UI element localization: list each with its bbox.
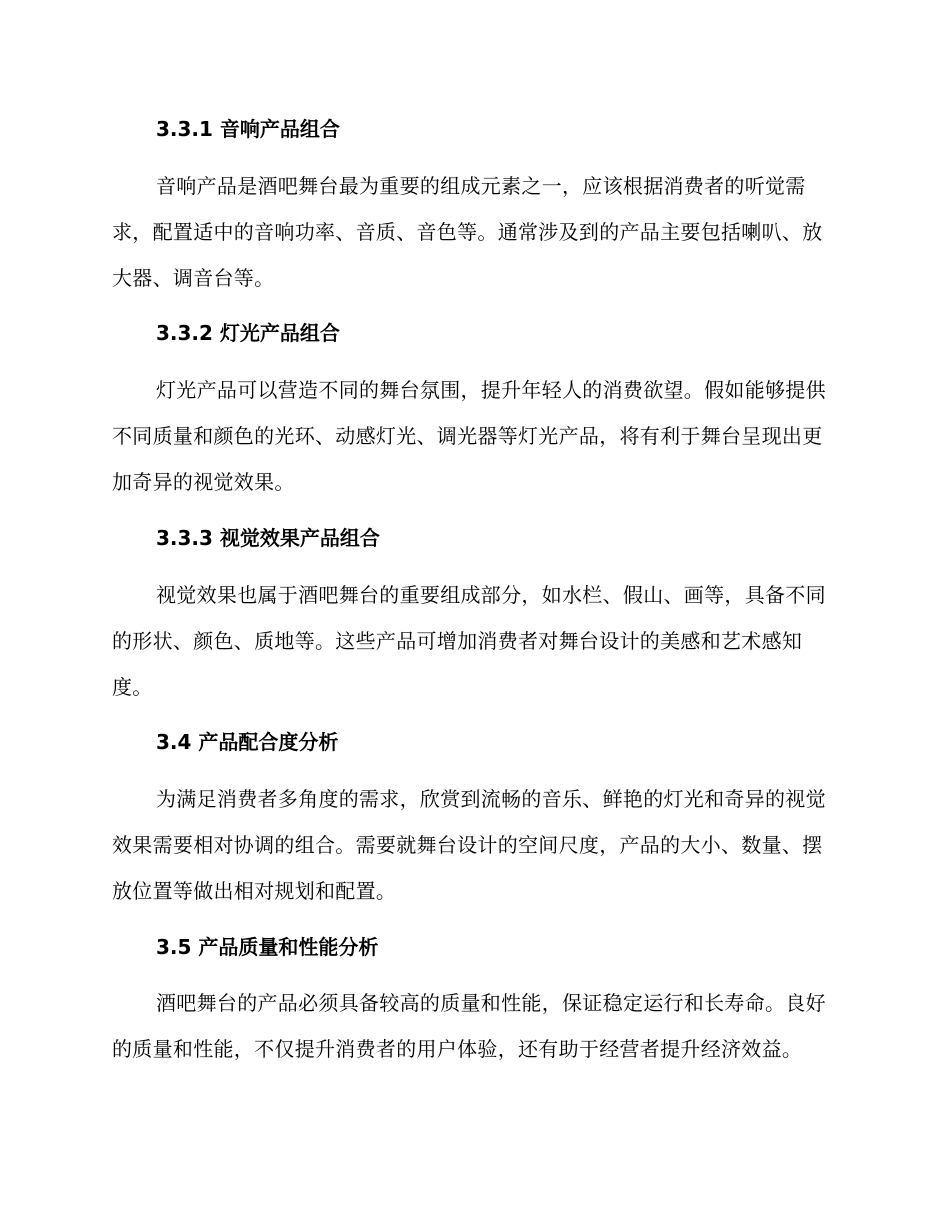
section-body-3-4: 为满足消费者多角度的需求，欣赏到流畅的音乐、鲜艳的灯光和奇异的视觉效果需要相对协调的组合。需要就舞台设计的空间尺度，产品的大小、数量、摆放位置等做出相对规划和配置。 <box>112 787 826 903</box>
section-body-3-3-3: 视觉效果也属于酒吧舞台的重要组成部分，如水栏、假山、画等，具备不同的形状、颜色、质地等。这些产品可增加消费者对舞台设计的美感和艺术感知度。 <box>112 583 826 699</box>
section-body-3-5: 酒吧舞台的产品必须具备较高的质量和性能，保证稳定运行和长寿命。良好的质量和性能，不仅提升消费者的用户体验，还有助于经营者提升经济效益。 <box>112 991 826 1061</box>
section-heading-3-5: 3.5 产品质量和性能分析 <box>156 935 379 959</box>
section-heading-3-3-1: 3.3.1 音响产品组合 <box>156 117 340 141</box>
section-body-3-3-1: 音响产品是酒吧舞台最为重要的组成元素之一，应该根据消费者的听觉需求，配置适中的音响功率、音质、音色等。通常涉及到的产品主要包括喇叭、放大器、调音台等。 <box>112 174 823 290</box>
section-heading-3-3-3: 3.3.3 视觉效果产品组合 <box>156 526 380 550</box>
section-body-3-3-2: 灯光产品可以营造不同的舞台氛围，提升年轻人的消费欲望。假如能够提供不同质量和颜色的光环、动感灯光、调光器等灯光产品，将有利于舞台呈现出更加奇异的视觉效果。 <box>112 378 826 494</box>
section-heading-3-4: 3.4 产品配合度分析 <box>156 730 339 754</box>
section-heading-3-3-2: 3.3.2 灯光产品组合 <box>156 321 340 345</box>
